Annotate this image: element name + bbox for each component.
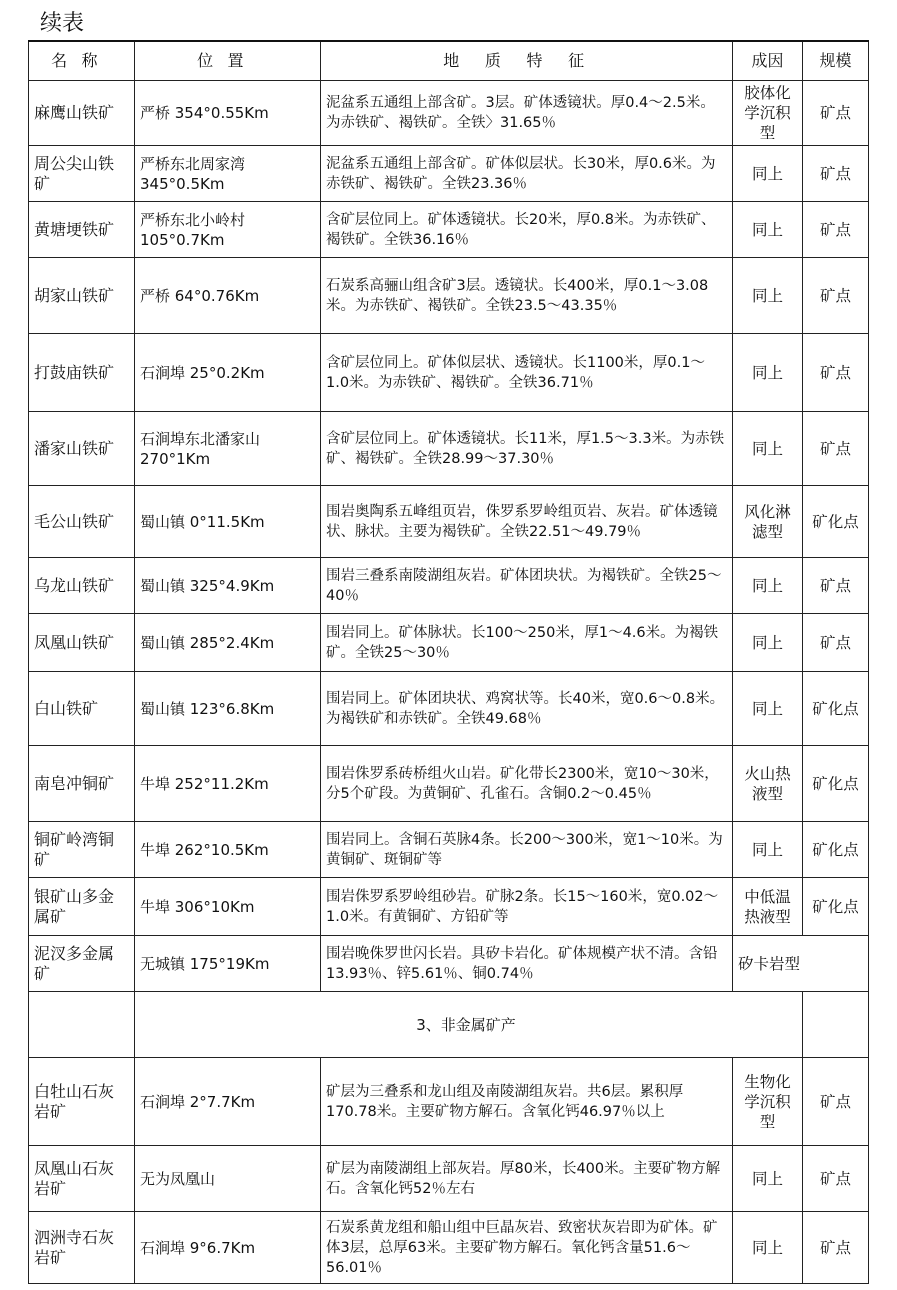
row-cause: 同上 xyxy=(733,822,803,878)
row-cause: 同上 xyxy=(733,558,803,614)
row-cause: 同上 xyxy=(733,258,803,334)
row-name: 潘家山铁矿 xyxy=(29,412,135,486)
row-name: 麻鹰山铁矿 xyxy=(29,81,135,146)
row-scale: 矿化点 xyxy=(803,746,869,822)
row-scale: 矿点 xyxy=(803,412,869,486)
row-name: 凤凰山铁矿 xyxy=(29,614,135,672)
row-name: 凤凰山石灰岩矿 xyxy=(29,1146,135,1212)
table-row xyxy=(29,614,869,672)
section-spacer xyxy=(803,992,869,1058)
table-row xyxy=(29,334,869,412)
row-cause: 风化淋滤型 xyxy=(733,486,803,558)
row-position: 石涧埠 9°6.7Km xyxy=(135,1212,321,1284)
header-scale: 规模 xyxy=(803,41,869,81)
row-geology: 围岩侏罗系罗岭组砂岩。矿脉2条。长15～160米，宽0.02～1.0米。有黄铜矿、方铅矿等 xyxy=(321,878,733,936)
row-scale: 矿点 xyxy=(803,258,869,334)
row-position: 蜀山镇 123°6.8Km xyxy=(135,672,321,746)
table-header-row xyxy=(29,41,869,81)
row-name: 南皂冲铜矿 xyxy=(29,746,135,822)
table-row xyxy=(29,822,869,878)
row-position: 石涧埠 2°7.7Km xyxy=(135,1058,321,1146)
table-row xyxy=(29,146,869,202)
row-name: 银矿山多金属矿 xyxy=(29,878,135,936)
row-cause: 同上 xyxy=(733,614,803,672)
row-position: 石涧埠 25°0.2Km xyxy=(135,334,321,412)
row-position: 严桥 354°0.55Km xyxy=(135,81,321,146)
row-position: 牛埠 306°10Km xyxy=(135,878,321,936)
table-row xyxy=(29,412,869,486)
section-heading: 3、非金属矿产 xyxy=(135,992,803,1058)
row-geology: 围岩同上。含铜石英脉4条。长200～300米，宽1～10米。为黄铜矿、斑铜矿等 xyxy=(321,822,733,878)
row-position: 无城镇 175°19Km xyxy=(135,936,321,992)
row-position: 蜀山镇 325°4.9Km xyxy=(135,558,321,614)
header-name: 名称 xyxy=(29,41,135,81)
row-position: 严桥 64°0.76Km xyxy=(135,258,321,334)
row-position: 牛埠 252°11.2Km xyxy=(135,746,321,822)
table-row xyxy=(29,1058,869,1146)
row-name: 黄塘埂铁矿 xyxy=(29,202,135,258)
row-scale: 矿点 xyxy=(803,202,869,258)
header-position: 位置 xyxy=(135,41,321,81)
row-cause: 生物化学沉积型 xyxy=(733,1058,803,1146)
row-cause: 胶体化学沉积型 xyxy=(733,81,803,146)
row-geology: 含矿层位同上。矿体透镜状。长20米，厚0.8米。为赤铁矿、褐铁矿。全铁36.16％ xyxy=(321,202,733,258)
row-name: 打鼓庙铁矿 xyxy=(29,334,135,412)
row-scale: 矿点 xyxy=(803,614,869,672)
row-cause: 同上 xyxy=(733,672,803,746)
row-name: 毛公山铁矿 xyxy=(29,486,135,558)
row-geology: 围岩侏罗系砖桥组火山岩。矿化带长2300米，宽10～30米，分5个矿段。为黄铜矿、孔雀石。含铜0.2～0.45％ xyxy=(321,746,733,822)
table-row xyxy=(29,746,869,822)
row-cause: 火山热液型 xyxy=(733,746,803,822)
row-position: 牛埠 262°10.5Km xyxy=(135,822,321,878)
row-scale: 矿点 xyxy=(803,1058,869,1146)
header-cause: 成因 xyxy=(733,41,803,81)
row-name: 白牡山石灰岩矿 xyxy=(29,1058,135,1146)
row-position: 蜀山镇 285°2.4Km xyxy=(135,614,321,672)
row-name: 泥汊多金属矿 xyxy=(29,936,135,992)
row-geology: 泥盆系五通组上部含矿。3层。矿体透镜状。厚0.4～2.5米。为赤铁矿、褐铁矿。全铁〉31.65％ xyxy=(321,81,733,146)
row-geology: 围岩奥陶系五峰组页岩，侏罗系罗岭组页岩、灰岩。矿体透镜状、脉状。主要为褐铁矿。全铁22.51～49.79％ xyxy=(321,486,733,558)
table-row xyxy=(29,878,869,936)
table-row xyxy=(29,258,869,334)
row-cause: 同上 xyxy=(733,334,803,412)
row-position: 严桥东北小岭村105°0.7Km xyxy=(135,202,321,258)
table-row xyxy=(29,486,869,558)
row-name: 铜矿岭湾铜矿 xyxy=(29,822,135,878)
table-row xyxy=(29,81,869,146)
row-geology: 矿层为南陵湖组上部灰岩。厚80米，长400米。主要矿物方解石。含氧化钙52％左右 xyxy=(321,1146,733,1212)
row-scale: 矿化点 xyxy=(803,486,869,558)
row-geology: 围岩同上。矿体团块状、鸡窝状等。长40米，宽0.6～0.8米。为褐铁矿和赤铁矿。全铁49.68％ xyxy=(321,672,733,746)
page-title: 续表 xyxy=(40,11,85,36)
row-scale: 矿点 xyxy=(803,334,869,412)
row-name: 泗洲寺石灰岩矿 xyxy=(29,1212,135,1284)
row-name: 周公尖山铁矿 xyxy=(29,146,135,202)
row-geology: 含矿层位同上。矿体透镜状。长11米，厚1.5～3.3米。为赤铁矿、褐铁矿。全铁28.99～37.30％ xyxy=(321,412,733,486)
table-row xyxy=(29,1212,869,1284)
table-row xyxy=(29,672,869,746)
row-scale: 矿点 xyxy=(803,558,869,614)
row-position: 蜀山镇 0°11.5Km xyxy=(135,486,321,558)
row-geology: 围岩晚侏罗世闪长岩。具矽卡岩化。矿体规模产状不清。含铅13.93％、锌5.61％、铜0.74％ xyxy=(321,936,733,992)
row-scale: 矿化点 xyxy=(803,672,869,746)
row-cause: 中低温热液型 xyxy=(733,878,803,936)
row-scale: 矿点 xyxy=(803,81,869,146)
table-row xyxy=(29,202,869,258)
row-scale: 矿化点 xyxy=(803,822,869,878)
row-position: 严桥东北周家湾345°0.5Km xyxy=(135,146,321,202)
section-spacer xyxy=(29,992,135,1058)
row-scale: 矿点 xyxy=(803,1146,869,1212)
mineral-table xyxy=(28,40,869,1284)
row-position: 无为凤凰山 xyxy=(135,1146,321,1212)
row-cause: 同上 xyxy=(733,412,803,486)
header-geology: 地质特征 xyxy=(321,41,733,81)
table-row xyxy=(29,936,869,992)
row-geology: 石炭系黄龙组和船山组中巨晶灰岩、致密状灰岩即为矿体。矿体3层，总厚63米。主要矿物方解石。氧化钙含量51.6～56.01％ xyxy=(321,1212,733,1284)
row-geology: 矿层为三叠系和龙山组及南陵湖组灰岩。共6层。累积厚170.78米。主要矿物方解石。含氧化钙46.97％以上 xyxy=(321,1058,733,1146)
row-name: 白山铁矿 xyxy=(29,672,135,746)
row-geology: 泥盆系五通组上部含矿。矿体似层状。长30米，厚0.6米。为赤铁矿、褐铁矿。全铁23.36％ xyxy=(321,146,733,202)
row-cause: 矽卡岩型 xyxy=(733,936,869,992)
table-row xyxy=(29,558,869,614)
table-row xyxy=(29,1146,869,1212)
row-cause: 同上 xyxy=(733,202,803,258)
row-geology: 围岩三叠系南陵湖组灰岩。矿体团块状。为褐铁矿。全铁25～40％ xyxy=(321,558,733,614)
section-heading-row xyxy=(29,992,869,1058)
row-cause: 同上 xyxy=(733,146,803,202)
row-cause: 同上 xyxy=(733,1146,803,1212)
row-geology: 石炭系高骊山组含矿3层。透镜状。长400米，厚0.1～3.08米。为赤铁矿、褐铁矿。全铁23.5～43.35％ xyxy=(321,258,733,334)
row-scale: 矿化点 xyxy=(803,878,869,936)
row-cause: 同上 xyxy=(733,1212,803,1284)
row-scale: 矿点 xyxy=(803,146,869,202)
row-name: 乌龙山铁矿 xyxy=(29,558,135,614)
row-scale: 矿点 xyxy=(803,1212,869,1284)
row-position: 石涧埠东北潘家山270°1Km xyxy=(135,412,321,486)
row-name: 胡家山铁矿 xyxy=(29,258,135,334)
row-geology: 含矿层位同上。矿体似层状、透镜状。长1100米，厚0.1～1.0米。为赤铁矿、褐铁矿。全铁36.71％ xyxy=(321,334,733,412)
row-geology: 围岩同上。矿体脉状。长100～250米，厚1～4.6米。为褐铁矿。全铁25～30％ xyxy=(321,614,733,672)
